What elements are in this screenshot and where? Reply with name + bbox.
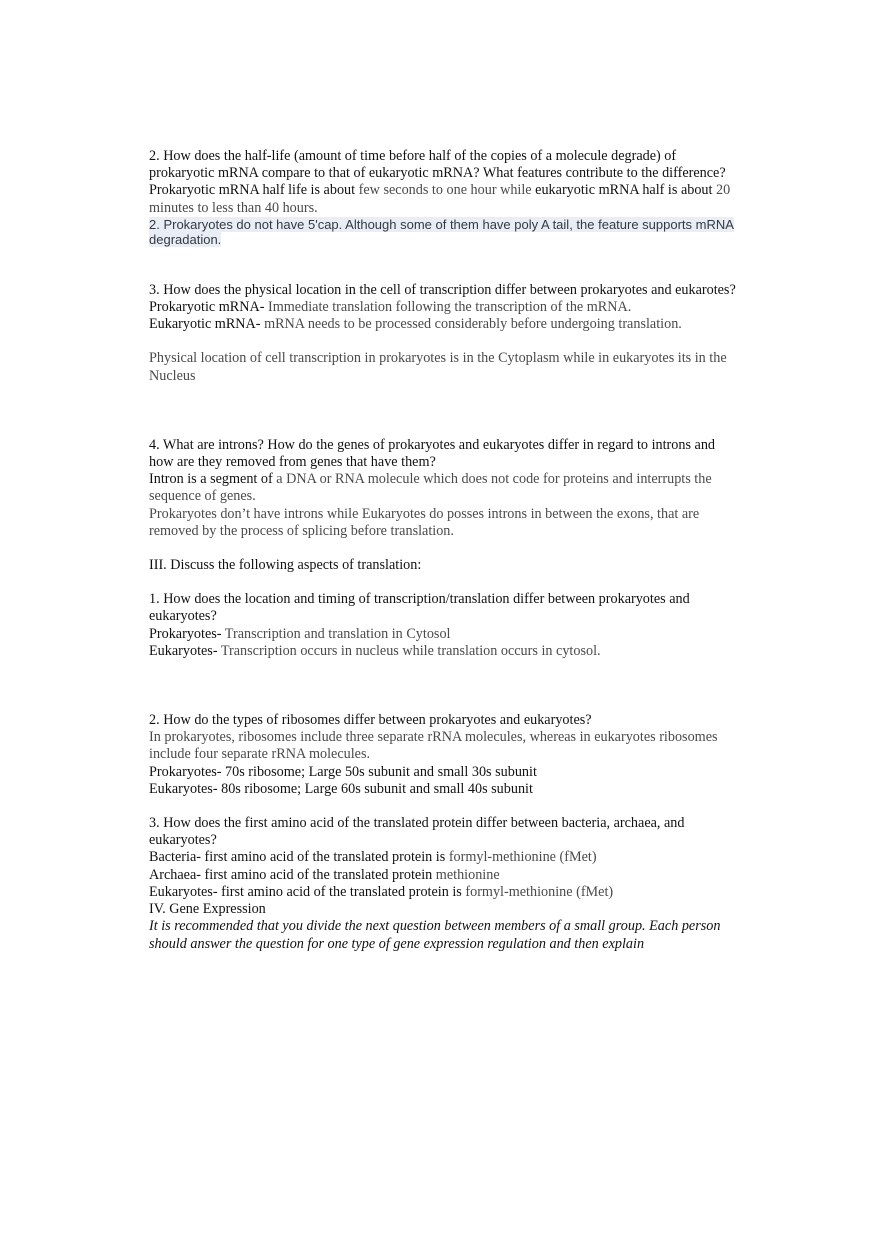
question-first-amino-acid: 3. How does the first amino acid of the translated protein differ between bacteria, archaea, and eukaryotes?	[149, 815, 685, 849]
answer-ribosomes: In prokaryotes, ribosomes include three separate rRNA molecules, whereas in eukaryotes ribosomes include four separate rRNA molecules.	[149, 729, 718, 763]
document-body	[149, 148, 739, 953]
answer-text: Transcription occurs in nucleus while translation occurs in cytosol.	[220, 642, 601, 659]
answer-label: Bacteria- first amino acid of the translated protein is	[149, 849, 449, 866]
answer-text: mRNA needs to be processed considerably before undergoing translation.	[264, 316, 682, 333]
answer-label: Eukaryotes- first amino acid of the translated protein is	[149, 883, 466, 900]
section-heading-translation: III. Discuss the following aspects of translation:	[149, 557, 422, 574]
question-ribosomes: 2. How do the types of ribosomes differ between prokaryotes and eukaryotes?	[149, 712, 592, 729]
answer-text: Immediate translation following the transcription of the mRNA.	[268, 299, 632, 316]
answer-half-life-features	[149, 217, 739, 248]
answer-text: Intron is a segment of	[149, 471, 277, 488]
answer-eukaryotic-mrna	[149, 316, 739, 333]
answer-text: a DNA or RNA molecule which does not code for proteins and interrupts the sequence of genes.	[149, 471, 712, 505]
answer-label: Prokaryotic mRNA-	[149, 299, 269, 316]
answer-text: 20 minutes to less than 40 hours.	[149, 182, 731, 216]
answer-text: Prokaryotic mRNA half life is about	[149, 182, 359, 199]
question-location-timing: 1. How does the location and timing of transcription/translation differ between prokaryotes and eukaryotes?	[149, 591, 690, 625]
question-transcription-location: 3. How does the physical location in the cell of transcription differ between prokaryotes and eukarotes?	[149, 281, 736, 298]
answer-location-summary: Physical location of cell transcription in prokaryotes is in the Cytoplasm while in eukaryotes its in the Nucleus	[149, 350, 727, 384]
answer-archaea	[149, 867, 739, 884]
answer-text: few seconds to one hour while	[358, 182, 536, 199]
answer-eukaryote-ribosome: Eukaryotes- 80s ribosome; Large 60s subunit and small 40s subunit	[149, 780, 533, 797]
answer-text: formyl-methionine (fMet)	[448, 849, 597, 866]
gene-expression-instructions: It is recommended that you divide the next question between members of a small group. Each person should answer the question for one type of gene expression regulation and then explain	[149, 918, 721, 952]
answer-prokaryote-ribosome: Prokaryotes- 70s ribosome; Large 50s subunit and small 30s subunit	[149, 763, 537, 780]
answer-half-life	[149, 182, 739, 216]
answer-intron-definition	[149, 471, 739, 505]
answer-text: eukaryotic mRNA half is about	[535, 182, 717, 199]
answer-intron-difference: Prokaryotes don’t have introns while Eukaryotes do posses introns in between the exons, that are removed by the process of splicing before translation.	[149, 505, 700, 539]
question-half-life: 2. How does the half-life (amount of time before half of the copies of a molecule degrade) of prokaryotic mRNA compare to that of eukaryotic mRNA? What features contribute to the difference?	[149, 148, 726, 182]
answer-bacteria	[149, 849, 739, 866]
answer-text: methionine	[435, 866, 500, 883]
question-introns: 4. What are introns? How do the genes of prokaryotes and eukaryotes differ in regard to introns and how are they removed from genes that have them?	[149, 436, 716, 471]
answer-eukaryotes	[149, 643, 739, 660]
answer-text: formyl-methionine (fMet)	[465, 883, 614, 900]
answer-label: Archaea- first amino acid of the translated protein	[149, 866, 436, 883]
highlighted-answer: 2. Prokaryotes do not have 5'cap. Although some of them have poly A tail, the feature supports mRNA degradation.	[149, 216, 734, 248]
answer-label: Eukaryotes-	[149, 642, 221, 659]
answer-label: Eukaryotic mRNA-	[149, 316, 265, 333]
answer-eukaryotes-amino	[149, 884, 739, 901]
answer-text: Transcription and translation in Cytosol	[224, 625, 451, 642]
answer-prokaryotes	[149, 626, 739, 643]
answer-label: Prokaryotes-	[149, 625, 225, 642]
answer-prokaryotic-mrna	[149, 299, 739, 316]
section-heading-gene-expression: IV. Gene Expression	[149, 901, 266, 918]
